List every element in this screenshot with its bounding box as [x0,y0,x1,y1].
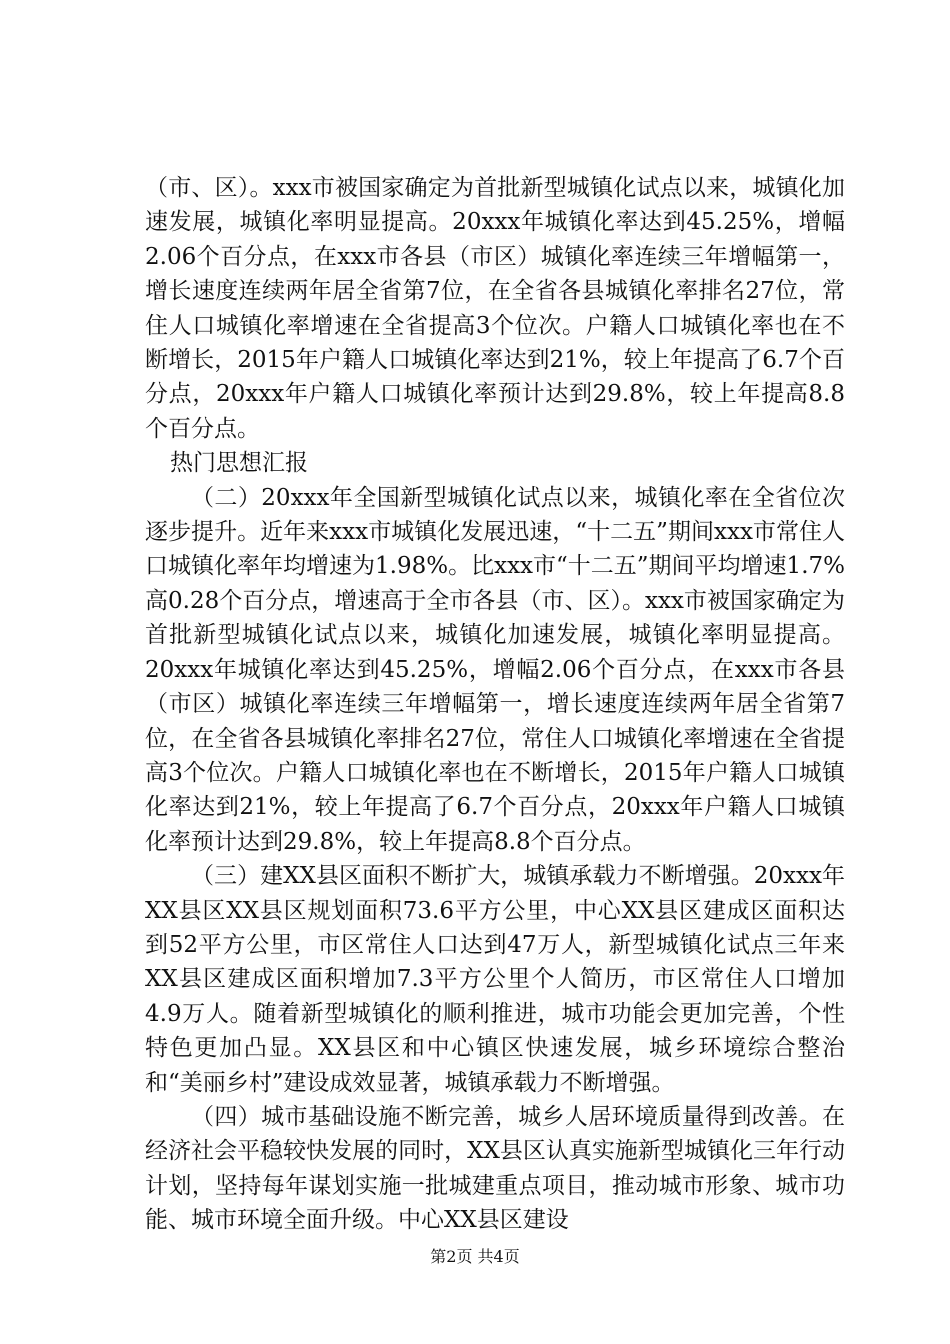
paragraph-section-3: （三）建XX县区面积不断扩大，城镇承载力不断增强。20xxx年XX县区XX县区规划面积73.6平方公里，中心XX县区建成区面积达到52平方公里，市区常住人口达到47万人，新型城镇化试点三年来XX县区建成区面积增加7.3平方公里个人简历，市区常住人口增加4.9万人。随着新型城镇化的顺利推进，城市功能会更加完善，个性特色更加凸显。XX县区和中心镇区快速发展，城乡环境综合整治和“美丽乡村”建设成效显著，城镇承载力不断增强。 [145,863,845,1096]
paragraph-continuation: （市、区）。xxx市被国家确定为首批新型城镇化试点以来，城镇化加速发展，城镇化率明显提高。20xxx年城镇化率达到45.25%，增幅2.06个百分点，在xxx市各县（市区）城镇化率连续三年增幅第一，增长速度连续两年居全省第7位，在全省各县城镇化率排名27位，常住人口城镇化率增速在全省提高3个位次。户籍人口城镇化率也在不断增长，2015年户籍人口城镇化率达到21%，较上年提高了6.7个百分点，20xxx年户籍人口城镇化率预计达到29.8%，较上年提高8.8个百分点。 [145,175,845,442]
document-body [145,171,845,1238]
paragraph-section-4: （四）城市基础设施不断完善，城乡人居环境质量得到改善。在经济社会平稳较快发展的同时，XX县区认真实施新型城镇化三年行动计划，坚持每年谋划实施一批城建重点项目，推动城市形象、城市功能、城市环境全面升级。中心XX县区建设 [145,1103,845,1234]
paragraph-section-2: （二）20xxx年全国新型城镇化试点以来，城镇化率在全省位次逐步提升。近年来xxx市城镇化发展迅速，“十二五”期间xxx市常住人口城镇化率年均增速为1.98%。比xxx市“十二五”期间平均增速1.7%高0.28个百分点，增速高于全市各县（市、区）。xxx市被国家确定为首批新型城镇化试点以来，城镇化加速发展，城镇化率明显提高。20xxx年城镇化率达到45.25%，增幅2.06个百分点，在xxx市各县（市区）城镇化率连续三年增幅第一，增长速度连续两年居全省第7位，在全省各县城镇化率排名27位，常住人口城镇化率增速在全省提高3个位次。户籍人口城镇化率也在不断增长，2015年户籍人口城镇化率达到21%，较上年提高了6.7个百分点，20xxx年户籍人口城镇化率预计达到29.8%，较上年提高8.8个百分点。 [145,484,845,855]
page-footer: 第2页 共4页 [430,1247,520,1266]
paragraph-heading: 热门思想汇报 [170,450,308,477]
